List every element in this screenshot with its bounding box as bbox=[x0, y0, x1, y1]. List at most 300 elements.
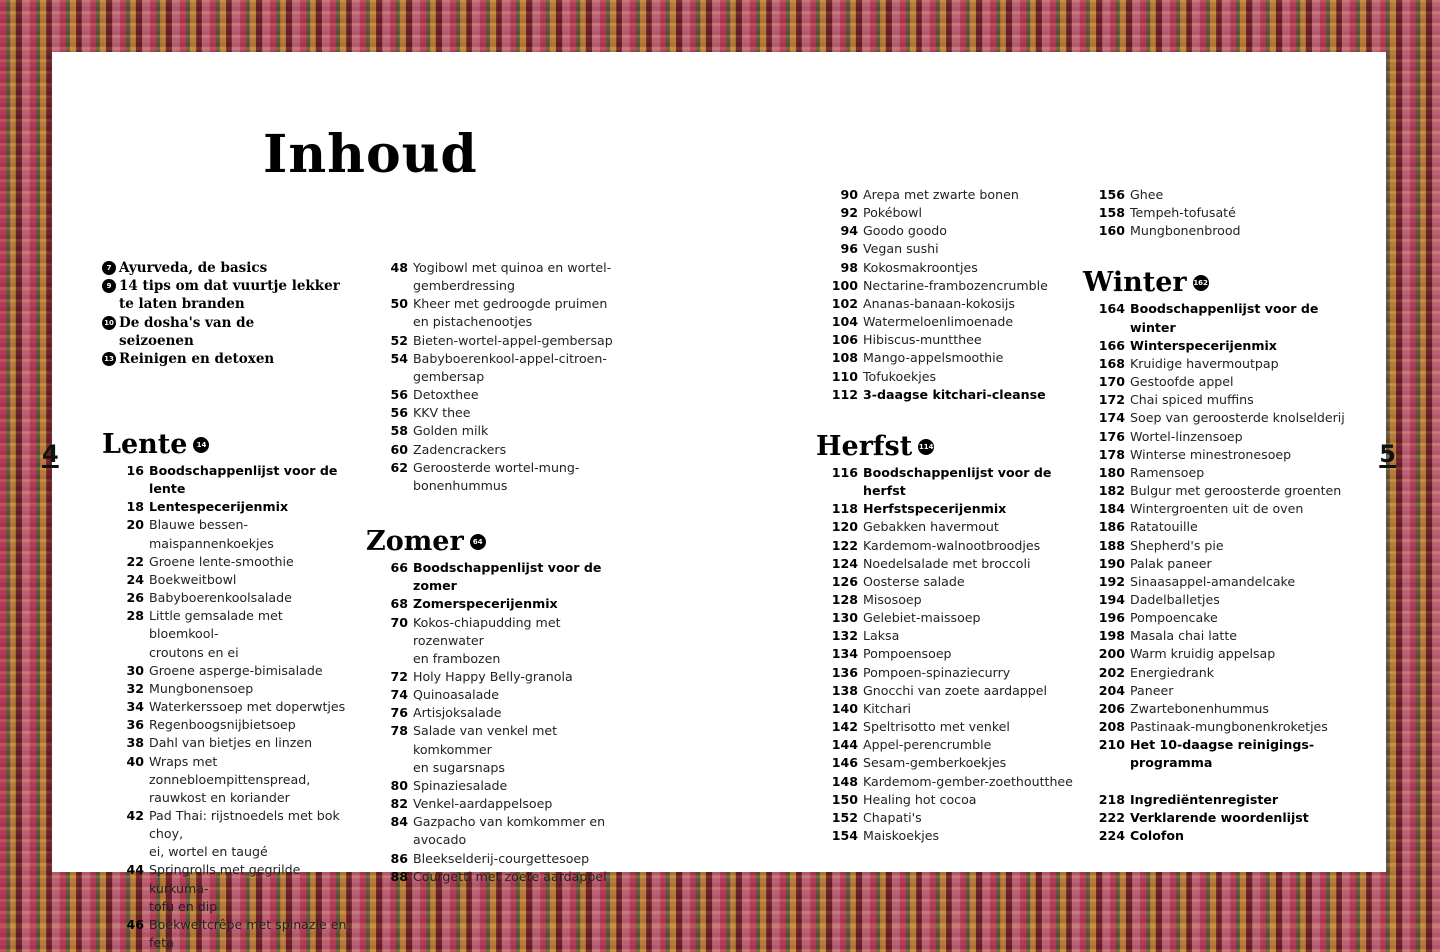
toc-entry bbox=[816, 537, 1076, 555]
toc-page-number: 104 bbox=[831, 314, 858, 330]
toc-entry bbox=[816, 791, 1076, 809]
toc-entry bbox=[366, 441, 626, 459]
toc-entry-title: Speltrisotto met venkel bbox=[863, 719, 1010, 735]
toc-entry bbox=[1083, 464, 1353, 482]
toc-page-number: 208 bbox=[1098, 719, 1125, 735]
toc-entry-title: Pompoencake bbox=[1130, 610, 1218, 626]
toc-entry-title: Masala chai latte bbox=[1130, 628, 1238, 644]
toc-entry-title: Regenboogsnijbietsoep bbox=[149, 717, 296, 733]
toc-entry-title: Geroosterde wortel-mung- bonenhummus bbox=[413, 459, 580, 493]
toc-entry bbox=[1083, 736, 1353, 772]
intro-item bbox=[102, 259, 342, 277]
toc-entry-title: Salade van venkel met komkommer en sugarsnaps bbox=[413, 723, 558, 775]
toc-entry bbox=[816, 627, 1076, 645]
toc-page-number: 206 bbox=[1098, 700, 1125, 716]
toc-entry-title: Gelebiet-maissoep bbox=[863, 610, 981, 626]
toc-entry-title: Healing hot cocoa bbox=[863, 791, 977, 807]
toc-entry-title: Boodschappenlijst voor de zomer bbox=[413, 560, 602, 594]
column-3 bbox=[816, 186, 1076, 845]
toc-entry bbox=[816, 349, 1076, 367]
toc-page-number: 74 bbox=[390, 687, 408, 703]
toc-entry-title: Mango-appelsmoothie bbox=[863, 350, 1004, 366]
toc-entry bbox=[816, 700, 1076, 718]
toc-entry bbox=[816, 718, 1076, 736]
toc-entry-title: Misosoep bbox=[863, 591, 922, 607]
toc-entry-title: Energiedrank bbox=[1130, 664, 1215, 680]
toc-entry bbox=[1083, 718, 1353, 736]
toc-page-number: 72 bbox=[390, 668, 408, 684]
toc-page-number: 32 bbox=[126, 680, 144, 696]
toc-entry-title: Pastinaak-mungbonenkroketjes bbox=[1130, 719, 1328, 735]
toc-entry bbox=[366, 350, 626, 386]
toc-page-number: 170 bbox=[1098, 374, 1125, 390]
entries-back-matter bbox=[1083, 791, 1353, 845]
toc-entry-title: Wortel-linzensoep bbox=[1130, 428, 1243, 444]
toc-entry-title: Waterkerssoep met doperwtjes bbox=[149, 699, 346, 715]
toc-page-number: 218 bbox=[1098, 791, 1125, 807]
entries-column-3 bbox=[816, 186, 1076, 404]
toc-entry bbox=[366, 777, 626, 795]
toc-page-number: 108 bbox=[831, 350, 858, 366]
toc-page-number: 158 bbox=[1098, 205, 1125, 221]
toc-page-number: 222 bbox=[1098, 809, 1125, 825]
toc-entry-title: Winterspecerijenmix bbox=[1130, 337, 1277, 353]
intro-page-badge: 9 bbox=[102, 279, 116, 293]
toc-page-number: 58 bbox=[390, 423, 408, 439]
toc-entry-title: Herfstspecerijenmix bbox=[863, 501, 1007, 517]
toc-entry-title: Boodschappenlijst voor de herfst bbox=[863, 464, 1052, 499]
toc-entry-title: Laksa bbox=[863, 628, 900, 644]
intro-page-badge: 7 bbox=[102, 261, 116, 275]
toc-entry bbox=[1083, 609, 1353, 627]
book-spread bbox=[42, 52, 1396, 951]
section-heading-winter: Winter bbox=[1083, 267, 1187, 299]
toc-entry bbox=[102, 716, 352, 734]
toc-entry-title: Warm kruidig appelsap bbox=[1130, 646, 1276, 662]
toc-entry bbox=[1083, 591, 1353, 609]
toc-page-number: 90 bbox=[840, 187, 858, 202]
toc-page-number: 112 bbox=[831, 386, 858, 402]
toc-entry-title: Sinaasappel-amandelcake bbox=[1130, 573, 1296, 589]
toc-page-number: 100 bbox=[831, 277, 858, 293]
toc-entry bbox=[816, 500, 1076, 518]
intro-page-badge: 13 bbox=[102, 352, 116, 366]
toc-page-number: 184 bbox=[1098, 501, 1125, 517]
toc-entry bbox=[1083, 537, 1353, 555]
toc-page-number: 148 bbox=[831, 773, 858, 789]
toc-entry-title: Paneer bbox=[1130, 682, 1174, 698]
toc-entry-title: Ratatouille bbox=[1130, 519, 1198, 535]
toc-entry bbox=[102, 698, 352, 716]
toc-entry-title: Dahl van bietjes en linzen bbox=[149, 735, 313, 751]
toc-entry-title: Pompoen-spinaziecurry bbox=[863, 664, 1011, 680]
toc-page-number: 182 bbox=[1098, 483, 1125, 499]
toc-page-number: 164 bbox=[1098, 301, 1125, 317]
toc-page-number: 70 bbox=[390, 614, 408, 630]
toc-entry bbox=[366, 813, 626, 849]
toc-page-number: 146 bbox=[831, 755, 858, 771]
toc-page-number: 200 bbox=[1098, 646, 1125, 662]
entries-herfst bbox=[816, 464, 1076, 845]
toc-entry bbox=[102, 662, 352, 680]
toc-page-number: 160 bbox=[1098, 223, 1125, 239]
toc-entry bbox=[1083, 645, 1353, 663]
toc-page-number: 178 bbox=[1098, 446, 1125, 462]
toc-entry bbox=[1083, 664, 1353, 682]
toc-entry bbox=[816, 682, 1076, 700]
toc-page-number: 168 bbox=[1098, 355, 1125, 371]
toc-entry-title: Bleekselderij-courgettesoep bbox=[413, 850, 590, 866]
entries-column-4 bbox=[1083, 186, 1353, 240]
toc-entry-title: Artisjoksalade bbox=[413, 705, 502, 721]
toc-entry bbox=[366, 868, 626, 886]
toc-entry bbox=[102, 571, 352, 589]
toc-page-number: 126 bbox=[831, 573, 858, 589]
toc-entry bbox=[1083, 518, 1353, 536]
toc-page-number: 110 bbox=[831, 368, 858, 384]
intro-page-badge: 10 bbox=[102, 316, 116, 330]
toc-entry-title: Zadencrackers bbox=[413, 441, 507, 457]
toc-entry-title: Boekweitcrêpe met spinazie en feta bbox=[149, 916, 347, 951]
toc-entry bbox=[1083, 555, 1353, 573]
toc-entry bbox=[1083, 300, 1353, 336]
toc-entry-title: Soep van geroosterde knolselderij bbox=[1130, 410, 1345, 426]
toc-entry bbox=[1083, 627, 1353, 645]
toc-entry-title: Venkel-aardappelsoep bbox=[413, 796, 553, 812]
toc-page-number: 62 bbox=[390, 459, 408, 475]
toc-entry bbox=[816, 204, 1076, 222]
toc-entry bbox=[816, 386, 1076, 404]
toc-page-number: 194 bbox=[1098, 591, 1125, 607]
toc-entry bbox=[816, 295, 1076, 313]
toc-entry-title: Blauwe bessen-maispannenkoekjes bbox=[149, 517, 274, 551]
intro-item bbox=[102, 314, 342, 350]
toc-page-number: 84 bbox=[390, 814, 408, 830]
toc-entry bbox=[102, 553, 352, 571]
toc-entry bbox=[366, 722, 626, 776]
toc-page-number: 116 bbox=[831, 464, 858, 480]
toc-entry bbox=[366, 795, 626, 813]
toc-entry bbox=[1083, 337, 1353, 355]
toc-entry bbox=[816, 827, 1076, 845]
entries-zomer bbox=[366, 559, 626, 886]
section-title-winter bbox=[1083, 268, 1353, 298]
toc-entry-title: Spinaziesalade bbox=[413, 777, 508, 793]
toc-entry-title: Springrolls met gegrilde kurkuma- tofu en dip bbox=[149, 862, 301, 914]
toc-entry-title: Palak paneer bbox=[1130, 555, 1212, 571]
toc-page-number: 190 bbox=[1098, 555, 1125, 571]
toc-entry-title: Mungbonensoep bbox=[149, 680, 254, 696]
toc-entry bbox=[816, 664, 1076, 682]
toc-entry-title: Het 10-daagse reinigings- programma bbox=[1130, 737, 1315, 771]
intro-item-text: De dosha's van de seizoenen bbox=[119, 314, 255, 349]
toc-page-number: 40 bbox=[126, 753, 144, 769]
toc-page-number: 60 bbox=[390, 441, 408, 457]
toc-entry bbox=[816, 573, 1076, 591]
toc-page-number: 138 bbox=[831, 682, 858, 698]
toc-page-number: 196 bbox=[1098, 610, 1125, 626]
entries-column-2 bbox=[366, 259, 626, 495]
toc-entry-title: Wraps met zonnebloempittenspread, rauwkost en koriander bbox=[149, 753, 311, 805]
toc-entry bbox=[1083, 428, 1353, 446]
toc-page-number: 50 bbox=[390, 296, 408, 312]
toc-entry-title: KKV thee bbox=[413, 405, 471, 421]
section-page-badge-winter: 162 bbox=[1193, 275, 1209, 291]
toc-page-number: 124 bbox=[831, 555, 858, 571]
toc-entry-title: Kheer met gedroogde pruimen en pistachenootjes bbox=[413, 296, 608, 330]
toc-page-number: 48 bbox=[390, 260, 408, 275]
toc-page-number: 34 bbox=[126, 699, 144, 715]
toc-entry-title: Dadelballetjes bbox=[1130, 591, 1220, 607]
toc-entry bbox=[1083, 204, 1353, 222]
toc-entry bbox=[816, 277, 1076, 295]
section-page-badge-zomer: 64 bbox=[470, 534, 486, 550]
toc-page-number: 136 bbox=[831, 664, 858, 680]
entries-lente bbox=[102, 462, 352, 952]
toc-entry-title: Ramensoep bbox=[1130, 464, 1205, 480]
toc-entry-title: Yogibowl met quinoa en wortel- gemberdressing bbox=[413, 260, 612, 294]
toc-entry-title: Goodo goodo bbox=[863, 223, 947, 239]
toc-entry bbox=[102, 462, 352, 498]
toc-entry bbox=[1083, 222, 1353, 240]
toc-entry-title: Chai spiced muffins bbox=[1130, 392, 1254, 408]
toc-page-number: 140 bbox=[831, 700, 858, 716]
toc-entry bbox=[1083, 791, 1353, 809]
page-number-left: 4 bbox=[42, 440, 59, 468]
toc-page-number: 20 bbox=[126, 517, 144, 533]
intro-item bbox=[102, 277, 342, 313]
toc-entry bbox=[1083, 446, 1353, 464]
column-4 bbox=[1083, 186, 1353, 845]
toc-entry-title: Babyboerenkoolsalade bbox=[149, 590, 292, 606]
toc-page-number: 78 bbox=[390, 723, 408, 739]
toc-entry-title: Arepa met zwarte bonen bbox=[863, 187, 1019, 202]
toc-entry bbox=[1083, 355, 1353, 373]
toc-page-number: 150 bbox=[831, 791, 858, 807]
toc-entry-title: Courgetti met zoete aardappel bbox=[413, 868, 607, 884]
toc-page-number: 22 bbox=[126, 553, 144, 569]
toc-entry bbox=[816, 754, 1076, 772]
toc-entry bbox=[102, 861, 352, 915]
toc-page-number: 106 bbox=[831, 332, 858, 348]
toc-entry bbox=[366, 404, 626, 422]
intro-list bbox=[102, 259, 342, 368]
toc-entry-title: Gazpacho van komkommer en avocado bbox=[413, 814, 606, 848]
toc-entry bbox=[102, 498, 352, 516]
toc-entry-title: Sesam-gemberkoekjes bbox=[863, 755, 1007, 771]
toc-page-number: 98 bbox=[840, 259, 858, 275]
toc-entry-title: Ananas-banaan-kokosijs bbox=[863, 295, 1015, 311]
toc-entry bbox=[816, 645, 1076, 663]
section-page-badge-lente: 14 bbox=[193, 437, 209, 453]
section-heading-zomer: Zomer bbox=[366, 526, 464, 558]
toc-page-number: 80 bbox=[390, 777, 408, 793]
toc-page-number: 198 bbox=[1098, 628, 1125, 644]
toc-page-number: 122 bbox=[831, 537, 858, 553]
toc-entry bbox=[816, 259, 1076, 277]
toc-page-number: 188 bbox=[1098, 537, 1125, 553]
toc-entry bbox=[1083, 682, 1353, 700]
toc-entry-title: Kitchari bbox=[863, 700, 911, 716]
toc-page-number: 192 bbox=[1098, 573, 1125, 589]
toc-entry-title: Boodschappenlijst voor de winter bbox=[1130, 301, 1319, 335]
toc-page-number: 42 bbox=[126, 807, 144, 823]
section-heading-lente: Lente bbox=[102, 429, 188, 460]
toc-entry bbox=[1083, 409, 1353, 427]
toc-page-number: 38 bbox=[126, 735, 144, 751]
toc-entry bbox=[1083, 827, 1353, 845]
toc-entry bbox=[1083, 373, 1353, 391]
toc-entry bbox=[816, 518, 1076, 536]
toc-entry-title: Groene lente-smoothie bbox=[149, 553, 294, 569]
toc-page-number: 36 bbox=[126, 717, 144, 733]
toc-page-number: 180 bbox=[1098, 464, 1125, 480]
toc-entry bbox=[102, 734, 352, 752]
toc-page-number: 142 bbox=[831, 719, 858, 735]
section-title-herfst bbox=[816, 432, 1076, 462]
toc-entry-title: Kardemom-walnootbroodjes bbox=[863, 537, 1041, 553]
toc-entry-title: Zwartebonenhummus bbox=[1130, 700, 1269, 716]
toc-entry-title: Ghee bbox=[1130, 187, 1164, 202]
toc-entry-title: Bieten-wortel-appel-gembersap bbox=[413, 332, 613, 348]
toc-entry-title: Pompoensoep bbox=[863, 646, 952, 662]
toc-page-number: 56 bbox=[390, 387, 408, 403]
toc-page-number: 120 bbox=[831, 519, 858, 535]
toc-entry-title: Bulgur met geroosterde groenten bbox=[1130, 483, 1342, 499]
toc-page-number: 44 bbox=[126, 862, 144, 878]
toc-page-number: 28 bbox=[126, 608, 144, 624]
toc-page-number: 130 bbox=[831, 610, 858, 626]
toc-entry-title: Holy Happy Belly-granola bbox=[413, 668, 573, 684]
toc-entry bbox=[816, 809, 1076, 827]
toc-entry bbox=[102, 916, 352, 952]
toc-page-number: 224 bbox=[1098, 827, 1125, 843]
toc-entry bbox=[816, 773, 1076, 791]
toc-entry bbox=[1083, 573, 1353, 591]
toc-entry-title: Tempeh-tofusaté bbox=[1130, 205, 1236, 221]
toc-page-number: 56 bbox=[390, 405, 408, 421]
toc-page-number: 166 bbox=[1098, 337, 1125, 353]
toc-entry-title: Vegan sushi bbox=[863, 241, 939, 257]
toc-entry-title: Verklarende woordenlijst bbox=[1130, 809, 1309, 825]
toc-entry bbox=[1083, 700, 1353, 718]
toc-entry-title: Tofukoekjes bbox=[863, 368, 937, 384]
toc-entry bbox=[816, 368, 1076, 386]
intro-item-text: Reinigen en detoxen bbox=[119, 351, 275, 368]
toc-entry-title: Noedelsalade met broccoli bbox=[863, 555, 1031, 571]
toc-entry bbox=[366, 686, 626, 704]
toc-page-number: 172 bbox=[1098, 392, 1125, 408]
column-lente bbox=[102, 430, 352, 952]
toc-entry-title: Kokos-chiapudding met rozenwater en frambozen bbox=[413, 614, 561, 666]
toc-entry-title: Maiskoekjes bbox=[863, 828, 940, 843]
toc-page-number: 96 bbox=[840, 241, 858, 257]
toc-entry bbox=[102, 516, 352, 552]
toc-entry-title: Boekweitbowl bbox=[149, 571, 237, 587]
toc-page-number: 156 bbox=[1098, 187, 1125, 202]
toc-entry bbox=[366, 668, 626, 686]
toc-page-number: 186 bbox=[1098, 519, 1125, 535]
toc-entry bbox=[366, 422, 626, 440]
toc-page-number: 94 bbox=[840, 223, 858, 239]
toc-page-number: 30 bbox=[126, 662, 144, 678]
intro-item bbox=[102, 350, 342, 368]
toc-entry-title: Appel-perencrumble bbox=[863, 737, 992, 753]
toc-page-number: 54 bbox=[390, 350, 408, 366]
toc-entry bbox=[366, 614, 626, 668]
toc-entry-title: Mungbonenbrood bbox=[1130, 223, 1241, 239]
toc-entry-title: Ingrediëntenregister bbox=[1130, 791, 1279, 807]
toc-entry-title: Kruidige havermoutpap bbox=[1130, 355, 1279, 371]
toc-page-number: 134 bbox=[831, 646, 858, 662]
toc-entry bbox=[816, 222, 1076, 240]
toc-page-number: 154 bbox=[831, 828, 858, 843]
toc-page-number: 26 bbox=[126, 590, 144, 606]
toc-entry bbox=[816, 555, 1076, 573]
toc-entry-title: Kokosmakroontjes bbox=[863, 259, 978, 275]
toc-page-number: 176 bbox=[1098, 428, 1125, 444]
toc-page-number: 24 bbox=[126, 571, 144, 587]
toc-entry bbox=[366, 704, 626, 722]
toc-entry bbox=[366, 850, 626, 868]
toc-entry-title: Nectarine-frambozencrumble bbox=[863, 277, 1048, 293]
toc-entry bbox=[1083, 482, 1353, 500]
toc-entry bbox=[816, 240, 1076, 258]
toc-entry bbox=[1083, 809, 1353, 827]
toc-entry-title: Winterse minestronesoep bbox=[1130, 446, 1292, 462]
toc-entry-title: Groene asperge-bimisalade bbox=[149, 662, 323, 678]
toc-entry bbox=[816, 736, 1076, 754]
toc-entry-title: Lentespecerijenmix bbox=[149, 499, 289, 515]
toc-page-number: 174 bbox=[1098, 410, 1125, 426]
toc-entry bbox=[102, 607, 352, 661]
toc-entry bbox=[1083, 500, 1353, 518]
toc-entry-title: Gebakken havermout bbox=[863, 519, 999, 535]
toc-entry-title: Shepherd's pie bbox=[1130, 537, 1224, 553]
toc-page-number: 202 bbox=[1098, 664, 1125, 680]
toc-entry-title: Hibiscus-muntthee bbox=[863, 332, 982, 348]
toc-entry bbox=[366, 595, 626, 613]
toc-entry bbox=[102, 753, 352, 807]
toc-entry-title: Watermeloenlimoenade bbox=[863, 314, 1014, 330]
toc-entry-title: Little gemsalade met bloemkool- croutons en ei bbox=[149, 608, 283, 660]
toc-entry-title: Pad Thai: rijstnoedels met bok choy, ei, wortel en taugé bbox=[149, 807, 340, 860]
page-number-right: 5 bbox=[1379, 440, 1396, 468]
toc-entry-title: Chapati's bbox=[863, 809, 922, 825]
section-title-lente bbox=[102, 430, 352, 460]
toc-entry bbox=[816, 609, 1076, 627]
toc-entry bbox=[102, 589, 352, 607]
toc-entry bbox=[366, 295, 626, 331]
toc-entry-title: Oosterse salade bbox=[863, 573, 965, 589]
toc-entry bbox=[816, 186, 1076, 204]
toc-entry bbox=[366, 459, 626, 495]
toc-entry bbox=[102, 807, 352, 861]
toc-entry-title: Boodschappenlijst voor de lente bbox=[149, 463, 338, 497]
toc-entry bbox=[366, 259, 626, 295]
toc-page-number: 86 bbox=[390, 850, 408, 866]
toc-page-number: 68 bbox=[390, 596, 408, 612]
toc-page-number: 144 bbox=[831, 737, 858, 753]
toc-entry bbox=[366, 332, 626, 350]
toc-entry-title: Golden milk bbox=[413, 423, 489, 439]
toc-entry-title: Wintergroenten uit de oven bbox=[1130, 501, 1304, 517]
toc-page-number: 210 bbox=[1098, 737, 1125, 753]
toc-page-number: 128 bbox=[831, 591, 858, 607]
toc-entry-title: Pokébowl bbox=[863, 205, 922, 221]
section-title-zomer bbox=[366, 527, 626, 557]
column-2 bbox=[366, 259, 626, 886]
